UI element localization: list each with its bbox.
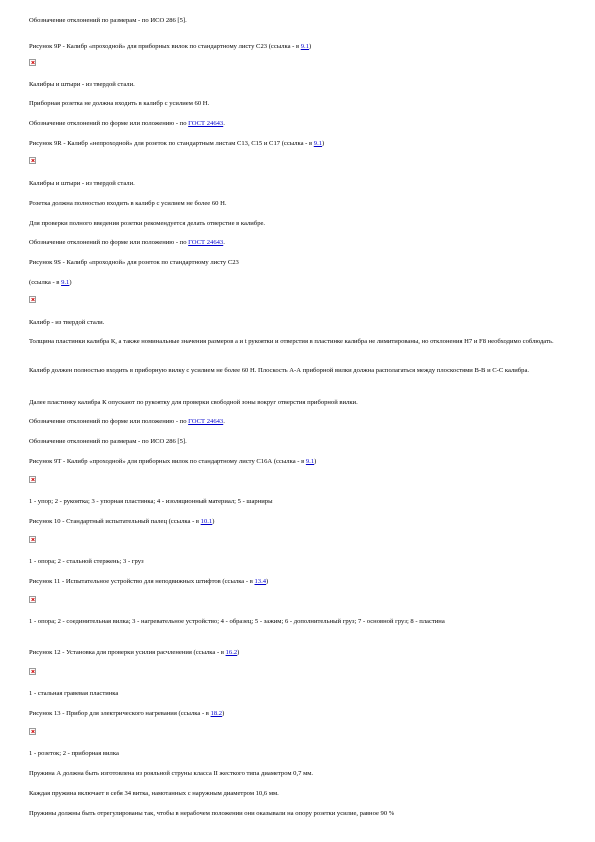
gost-link[interactable]: ГОСТ 24643 xyxy=(188,418,224,425)
text-line: Калибры и штыри - из твердой стали. xyxy=(29,180,135,187)
reference-link[interactable]: 9.1 xyxy=(61,279,70,286)
figure-caption: Рисунок 9S - Калибр «проходной» для розеток по стандартному листу С23 xyxy=(29,259,239,266)
text-line: Розетка должна полностью входить в калибр с усилием не более 60 Н. xyxy=(29,200,227,207)
reference-link[interactable]: 9.1 xyxy=(313,140,323,147)
text-line: Обозначение отклонений по форме или положению - по ГОСТ 24643. xyxy=(29,120,225,127)
text-line: Калибр - из твердой стали. xyxy=(29,319,105,326)
reference-link[interactable]: 16.2 xyxy=(225,649,238,656)
figure-caption: Рисунок 13 - Прибор для электрического нагревания (ссылка - в 18.2) xyxy=(29,710,225,717)
figure-caption: Рисунок 10 - Стандартный испытательный палец (ссылка - в 10.1) xyxy=(29,518,215,525)
text-line: Пружина А должна быть изготовлена из рояльной струны класса II жесткого типа диаметром 0,7 мм. xyxy=(29,770,314,777)
broken-image-icon xyxy=(29,296,36,303)
text-line: Калибры и штыри - из твердой стали. xyxy=(29,81,135,88)
broken-image-icon xyxy=(29,476,36,483)
figure-legend: 1 - розеток; 2 - приборная вилка xyxy=(29,750,119,757)
reference-link[interactable]: 9.1 xyxy=(300,43,309,50)
figure-caption: Рисунок 11 - Испытательное устройство для неподвижных штифтов (ссылка - в 13.4) xyxy=(29,578,269,585)
text-paragraph: Калибр должен полностью входить в приборную вилку с усилием не более 60 Н. Плоскость А-А приборной вилки должна располагаться между плоскостями В-В и С-С калибра. xyxy=(29,367,530,374)
text-line: Каждая пружина включает в себя 34 витка, намотанных с наружным диаметром 10,6 мм. xyxy=(29,790,279,797)
broken-image-icon xyxy=(29,596,36,603)
text-paragraph: Толщина пластинки калибра К, а также номинальные значения размеров а и t рукоятки и отверстия в пластинке калибра не лимитированы, но отклонения Н7 и F8 необходимо соблюдать. xyxy=(29,338,554,345)
text-line: Обозначение отклонений по размерам - по ИСО 286 [5]. xyxy=(29,438,187,445)
figure-legend: 1 - опора; 2 - соединительная вилка; 3 - нагревательное устройство; 4 - образец; 5 - зажим; 6 - дополнительный груз; 7 - основной груз; 8 - пластина xyxy=(29,618,445,625)
broken-image-icon xyxy=(29,668,36,675)
broken-image-icon xyxy=(29,536,36,543)
broken-image-icon xyxy=(29,59,36,66)
broken-image-icon xyxy=(29,157,36,164)
text-line: Для проверки полного введения розетки рекомендуется делать отверстие в калибре. xyxy=(29,220,266,227)
reference-link[interactable]: 13.4 xyxy=(254,578,267,585)
gost-link[interactable]: ГОСТ 24643 xyxy=(188,120,224,127)
figure-caption: Рисунок 12 - Установка для проверки усилия расчленения (ссылка - в 16.2) xyxy=(29,649,240,656)
text-line: Пружины должны быть отрегулированы так, чтобы в нерабочем положении они оказывали на опору розетки усилие, равное 90 % xyxy=(29,810,395,817)
gost-link[interactable]: ГОСТ 24643 xyxy=(188,239,224,246)
figure-legend: 1 - опора; 2 - стальной стержень; 3 - груз xyxy=(29,558,144,565)
figure-caption: Рисунок 9Т - Калибр «проходной» для приборных вилок по стандартному листу С16А (ссылка - в 9.1) xyxy=(29,458,317,465)
figure-caption: Рисунок 9R - Калибр «непроходной» для розеток по стандартным листам С13, С15 и С17 (ссылка - в 9.1) xyxy=(29,140,325,147)
figure-caption: Рисунок 9Р - Калибр «проходной» для приборных вилок по стандартному листу С23 (ссылка - в 9.1) xyxy=(29,43,312,50)
figure-legend: 1 - упор; 2 - рукоятка; 3 - упорная пластинка; 4 - изоляционный материал; 5 - шарниры xyxy=(29,498,273,505)
reference-link[interactable]: 10.1 xyxy=(200,518,213,525)
text-line: (ссылка - в 9.1) xyxy=(29,279,72,286)
reference-link[interactable]: 18.2 xyxy=(210,710,223,717)
figure-legend: 1 - стальная гравевая пластинка xyxy=(29,690,119,697)
text-line: Обозначение отклонений по форме или положению - по ГОСТ 24643. xyxy=(29,418,225,425)
text-line: Обозначение отклонений по размерам - по ИСО 286 [5]. xyxy=(29,17,187,24)
broken-image-icon xyxy=(29,728,36,735)
text-line: Далее пластинку калибра К опускают по рукоятку для проверки свободной зоны вокруг отверстия приборной вилки. xyxy=(29,399,358,406)
text-line: Приборная розетка не должна входить в калибр с усилием 60 Н. xyxy=(29,100,210,107)
text-line: Обозначение отклонений по форме или положению - по ГОСТ 24643. xyxy=(29,239,225,246)
reference-link[interactable]: 9.1 xyxy=(305,458,315,465)
